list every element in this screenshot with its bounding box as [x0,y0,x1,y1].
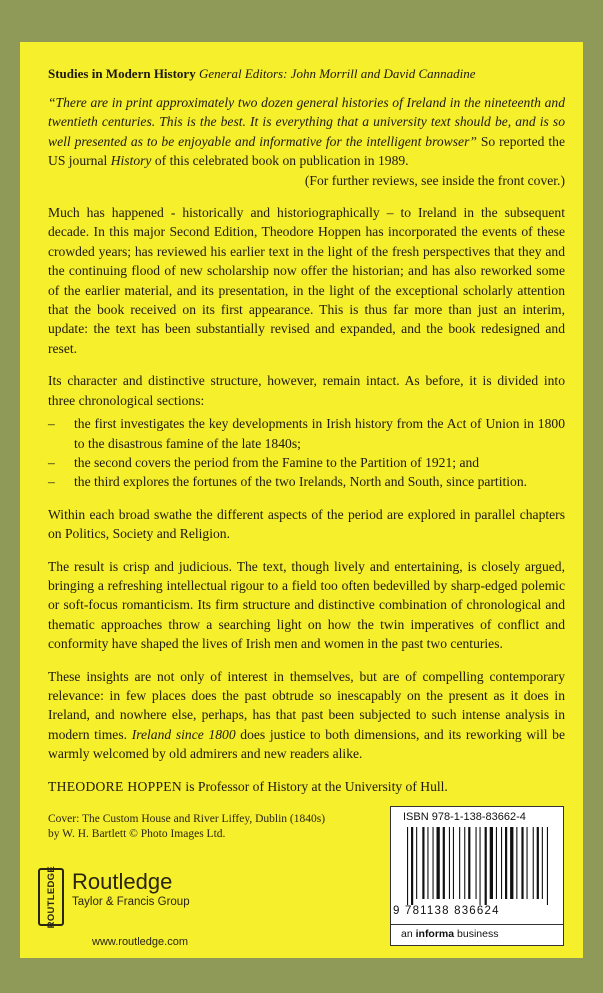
barcode-bar [422,827,424,899]
publisher-name: Routledge [72,869,173,894]
barcode-bar [433,827,434,899]
quote-text: “There are in print approximately two dozen general histories of Ireland in the nineteenth and twentieth centuries. This is the best. It is everything that a university text should be, and is so well presented as to be enjoyable and informative for the intelligent browser” [48,95,565,149]
barcode-bar [510,827,513,899]
cover-credit [48,812,348,842]
series-line [48,66,565,82]
insights-text-b: does justice to both dimensions, and its reworking will be warmly welcomed by old admirers and new readers alike. [48,726,565,762]
barcode-bar [527,827,528,899]
series-name: Studies in Modern History [48,66,196,81]
barcode-bar [480,827,481,905]
journal-name: History [110,153,152,169]
publisher-url: www.routledge.com [92,936,188,948]
barcode-bar [521,827,523,899]
book-title: Ireland since 1800 [131,726,236,742]
barcode-bar [485,827,487,905]
informa-label [391,924,563,940]
barcode-bar [501,827,502,899]
publisher-logo [38,865,190,929]
barcode-bar [496,827,497,899]
barcode-bar [516,827,517,899]
cover-credit-line-2: by W. H. Bartlett © Photo Images Ltd. [48,828,226,840]
barcode-bar [416,827,417,899]
dash-bullet: – [48,454,55,470]
reviews-note: (For further reviews, see inside the front cover.) [304,172,565,188]
section-item [48,414,565,453]
informa-post: business [454,928,499,940]
dash-bullet: – [48,416,55,432]
author-name: THEODORE HOPPEN [48,778,183,794]
paragraph-result: The result is crisp and judicious. The text, though lively and entertaining, is closely argued, bringing a refreshing intellectual rigour to a field too often bedevilled by sharp-edged polemic or soft-focus romanticism. Its firm structure and distinctive combination of chronological and thematic approaches throw a searching light on how the twin imperatives of conflict and conformity have shaped the lives of Irish men and women in the past two centuries. [48,558,565,652]
review-quote [48,93,565,171]
publisher-group: Taylor & Francis Group [72,896,190,908]
section-text: the first investigates the key developments in Irish history from the Act of Union in 1800 to the disastrous famine of the late 1840s; [74,416,565,451]
barcode-bar [542,827,543,899]
quote-after-1: So reported the US journal [48,133,565,169]
barcode-bar [476,827,477,899]
back-cover-panel [20,42,583,958]
insights-text-a: These insights are not only of interest in themselves, but are of compelling contemporary relevance: in few places does the past obtrude so inescapably on the present as it does in Ireland, and nowhere else, perhaps, has that past been subjected to such intense analysis in modern times. [48,668,565,742]
barcode-box [390,806,564,946]
author-bio [48,777,565,796]
informa-pre: an [401,928,416,940]
barcode-digits: 9 781138 836624 [393,905,500,917]
paragraph-second-edition: Much has happened - historically and historiographically – to Ireland in the subsequent decade. In this major Second Edition, Theodore Hoppen has incorporated the events of these crowded years; has reviewed his earlier text in the light of the fresh perspectives that they and the continuing flood of new scholarship now offer the historian; and has also reworked some of the earlier material, and its presentation, in the light of the exceptional scholarly attention that the book received on its first appearance. This is thus far more than just an interim, update: the text has been substantially revised and expanded, and the book redesigned and reset. [48,205,565,356]
barcode-bar [411,827,413,905]
barcode-bar [537,827,539,899]
series-editors: General Editors: John Morrill and David Cannadine [198,66,476,81]
quote-after-2: of this celebrated book on publication in 1989. [151,153,409,169]
barcode-bar [468,827,470,899]
barcode-bar [407,827,408,905]
barcode-bar [437,827,440,899]
barcode-bar [533,827,534,899]
author-rest: is Professor of History at the University of Hull. [182,778,448,794]
section-item [48,453,565,472]
bottom-area [20,812,583,958]
section-item [48,472,565,491]
paragraph-structure: Its character and distinctive structure, however, remain intact. As before, it is divided into three chronological sections: [48,373,565,408]
barcode-bar [453,827,454,899]
barcode-bar [459,827,460,899]
cover-credit-line-1: Cover: The Custom House and River Liffey, Dublin (1840s) [48,813,326,825]
barcode-bar [505,827,507,899]
paragraph-insights [48,667,565,764]
barcode-bar [464,827,465,899]
section-text: the second covers the period from the Famine to the Partition of 1921; and [74,454,480,470]
routledge-mark-icon [38,865,64,929]
barcode-bar [427,827,428,899]
paragraph-chapters: Within each broad swathe the different aspects of the period are explored in parallel chapters on Politics, Society and Religion. [48,506,565,542]
section-text: the third explores the fortunes of the two Irelands, North and South, since partition. [74,474,528,490]
routledge-mark-text: ROUTLEDGE [45,865,57,929]
publisher-text [72,868,190,908]
barcode-bar [547,827,548,905]
barcode-bar [490,827,493,899]
isbn-label: ISBN 978-1-138-83662-4 [403,811,526,823]
barcode-bar [443,827,445,899]
barcode-icon [405,827,551,905]
barcode-bar [449,827,450,899]
informa-bold: informa [415,928,455,940]
sections-list [48,414,565,492]
dash-bullet: – [48,474,55,490]
